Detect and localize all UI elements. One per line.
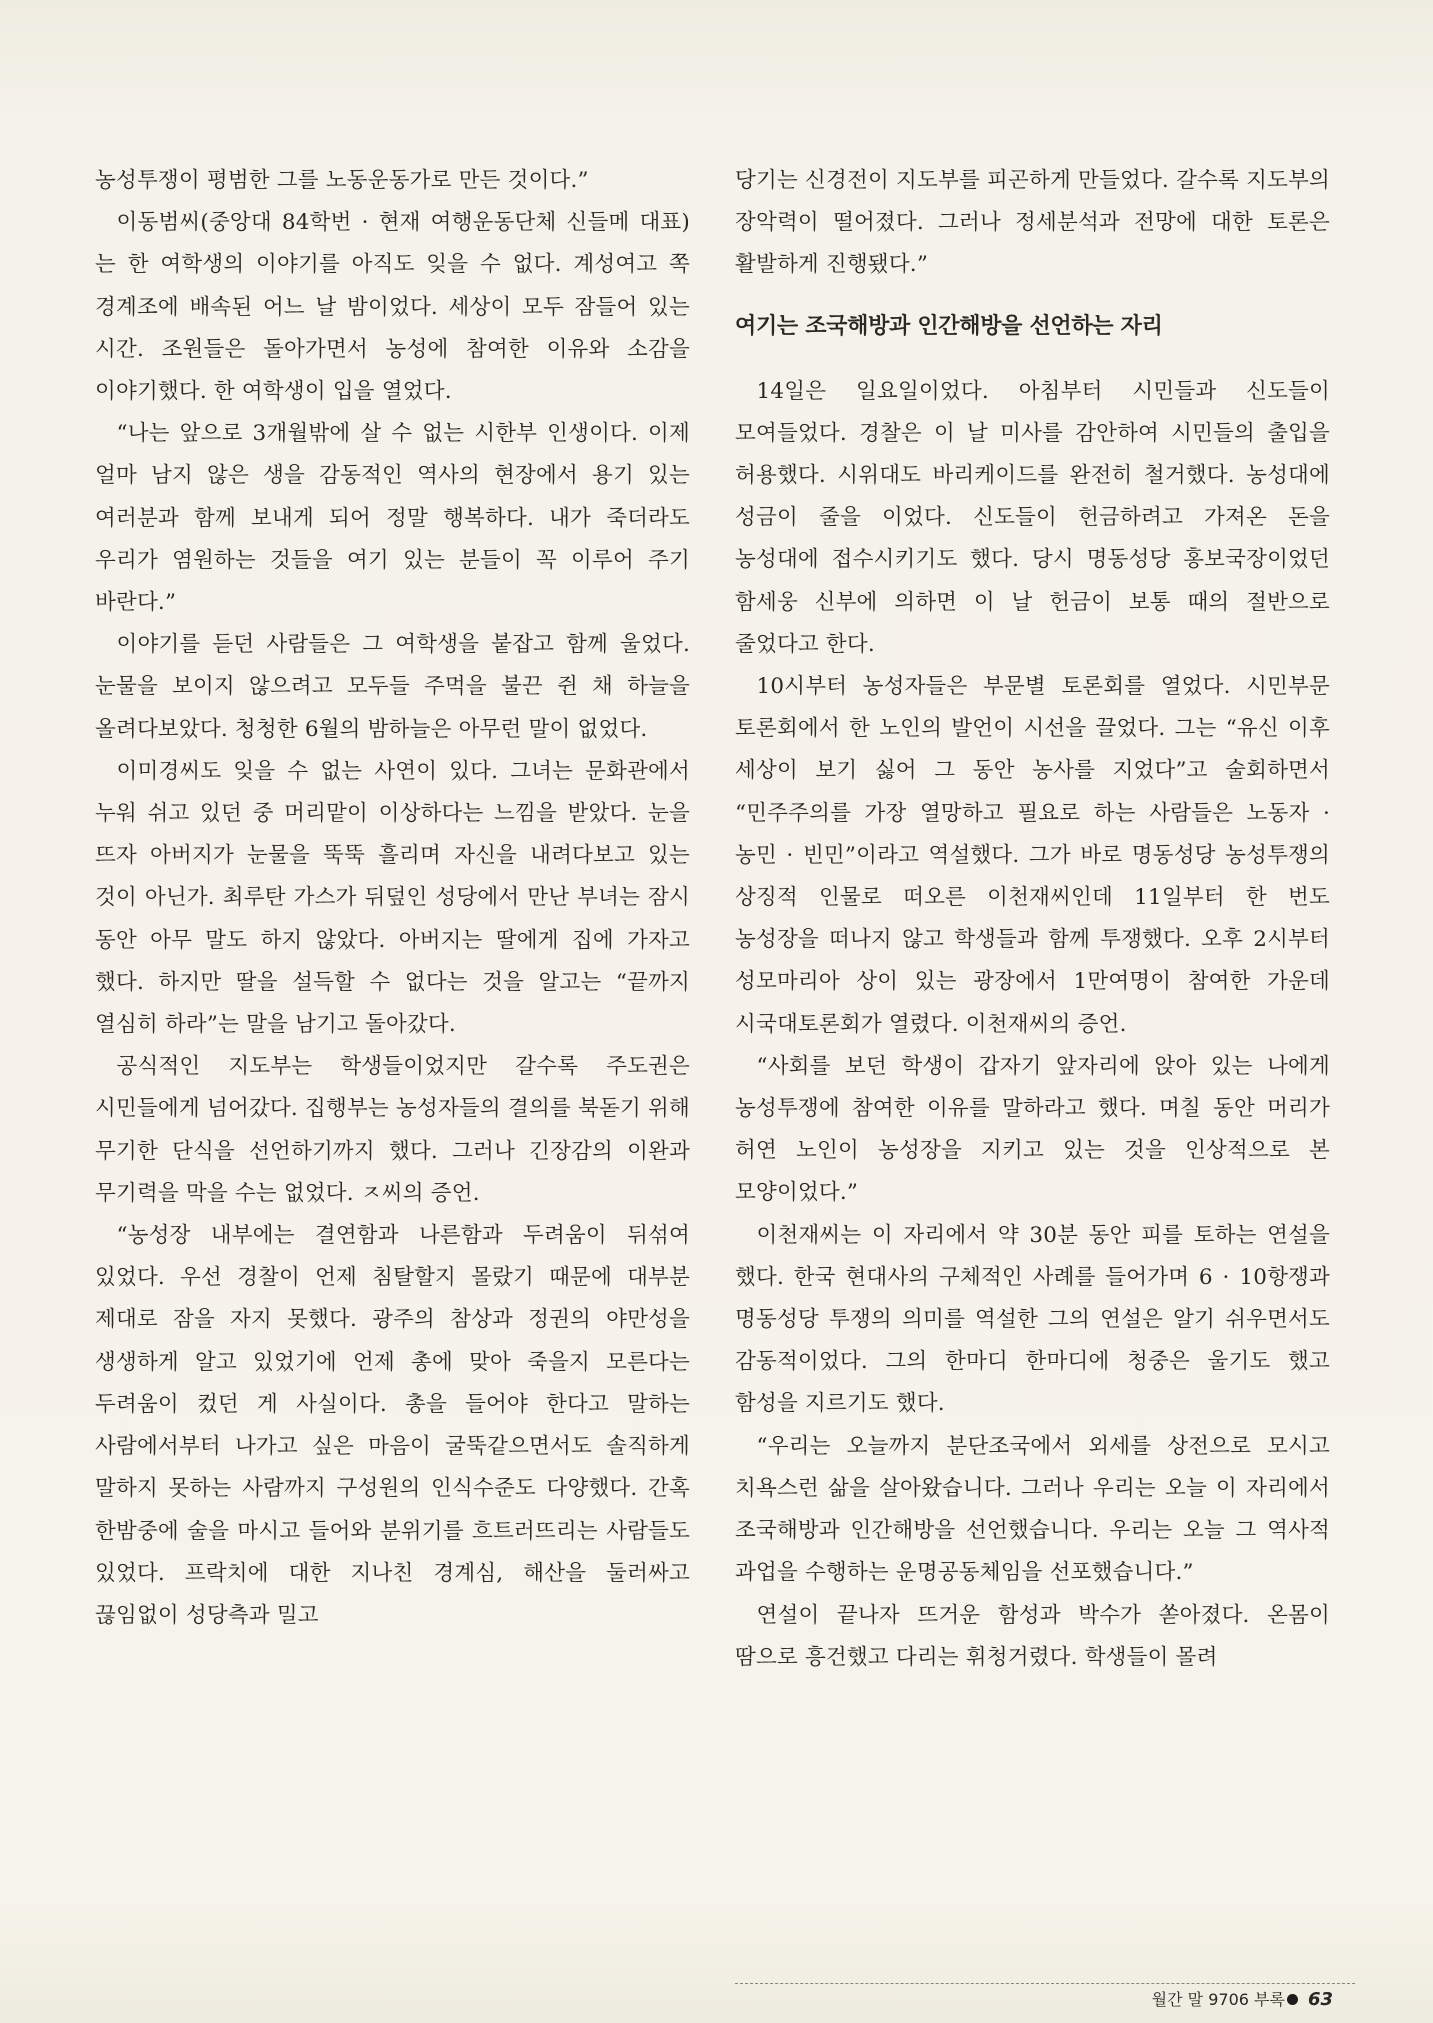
paragraph: 농성투쟁이 평범한 그를 노동운동가로 만든 것이다.” bbox=[95, 168, 589, 193]
paragraph: 이동범씨(중앙대 84학번 · 현재 여행운동단체 신들메 대표)는 한 여학생의 이야기를 아직도 잊을 수 없다. 계성여고 쪽 경계조에 배속된 어느 날 밤이었다. 세상이 모두 잠들어 있는 시간. 조원들은 돌아가면서 농성에 참여한 이유와 소감을 이야기했다. 한 여학생이 입을 열었다. bbox=[95, 210, 690, 405]
right-column bbox=[735, 160, 1330, 1679]
paragraph: 이천재씨는 이 자리에서 약 30분 동안 피를 토하는 연설을 했다. 한국 현대사의 구체적인 사례를 들어가며 6 · 10항쟁과 명동성당 투쟁의 의미를 역설한 그의 연설은 알기 쉬우면서도 감동적이었다. 그의 한마디 한마디에 청중은 울기도 했고 함성을 지르기도 했다. bbox=[735, 1222, 1330, 1417]
left-column bbox=[95, 160, 690, 1637]
paragraph: “우리는 오늘까지 분단조국에서 외세를 상전으로 모시고 치욕스런 삶을 살아왔습니다. 그러나 우리는 오늘 이 자리에서 조국해방과 인간해방을 선언했습니다. 우리는 오늘 그 역사적 과업을 수행하는 운명공동체임을 선포했습니다.” bbox=[735, 1433, 1330, 1586]
paragraph: 14일은 일요일이었다. 아침부터 시민들과 신도들이 모여들었다. 경찰은 이 날 미사를 감안하여 시민들의 출입을 허용했다. 시위대도 바리케이드를 완전히 철거했다. 농성대에 성금이 줄을 이었다. 신도들이 헌금하려고 가져온 돈을 농성대에 접수시키기도 했다. 당시 명동성당 홍보국장이었던 함세웅 신부에 의하면 이 날 헌금이 보통 때의 절반으로 줄었다고 한다. bbox=[735, 378, 1330, 657]
paragraph: 10시부터 농성자들은 부문별 토론회를 열었다. 시민부문 토론회에서 한 노인의 발언이 시선을 끌었다. 그는 “유신 이후 세상이 보기 싫어 그 동안 농사를 지었다”고 술회하면서 “민주주의를 가장 열망하고 필요로 하는 사람들은 노동자 · 농민 · 빈민”이라고 역설했다. 그가 바로 명동성당 농성투쟁의 상징적 인물로 떠오른 이천재씨인데 11일부터 한 번도 농성장을 떠나지 않고 학생들과 함께 투쟁했다. 오후 2시부터 성모마리아 상이 있는 광장에서 1만여명이 참여한 가운데 시국대토론회가 열렸다. 이천재씨의 증언. bbox=[735, 674, 1330, 1037]
paragraph: 공식적인 지도부는 학생들이었지만 갈수록 주도권은 시민들에게 넘어갔다. 집행부는 농성자들의 결의를 북돋기 위해 무기한 단식을 선언하기까지 했다. 그러나 긴장감의 이완과 무기력을 막을 수는 없었다. ㅈ씨의 증언. bbox=[95, 1054, 690, 1206]
paragraph: 연설이 끝나자 뜨거운 함성과 박수가 쏟아졌다. 온몸이 땀으로 흥건했고 다리는 휘청거렸다. 학생들이 몰려 bbox=[735, 1602, 1330, 1670]
paragraph: “농성장 내부에는 결연함과 나른함과 두려움이 뒤섞여 있었다. 우선 경찰이 언제 침탈할지 몰랐기 때문에 대부분 제대로 잠을 자지 못했다. 광주의 참상과 정권의 야만성을 생생하게 알고 있었기에 언제 총에 맞아 죽을지 모른다는 두려움이 컸던 게 사실이다. 총을 들어야 한다고 말하는 사람에서부터 나가고 싶은 마음이 굴뚝같으면서도 솔직하게 말하지 못하는 사람까지 구성원의 인식수준도 다양했다. 간혹 한밤중에 술을 마시고 들어와 분위기를 흐트러뜨리는 사람들도 있었다. 프락치에 대한 지나친 경계심, 해산을 둘러싸고 끊임없이 성당측과 밀고 bbox=[95, 1223, 690, 1628]
publication-name: 월간 말 9706 부록 bbox=[1151, 1990, 1285, 2009]
paragraph: “나는 앞으로 3개월밖에 살 수 없는 시한부 인생이다. 이제 얼마 남지 않은 생을 감동적인 역사의 현장에서 용기 있는 여러분과 함께 보내게 되어 정말 행복하다. 내가 죽더라도 우리가 염원하는 것들을 여기 있는 분들이 꼭 이루어 주기 바란다.” bbox=[95, 421, 690, 616]
section-heading: 여기는 조국해방과 인간해방을 선언하는 자리 bbox=[735, 313, 1163, 339]
bullet-icon bbox=[1287, 1994, 1298, 2005]
page-footer bbox=[933, 1980, 1333, 2020]
page-number: 63 bbox=[1307, 1989, 1333, 2010]
paragraph: 이야기를 듣던 사람들은 그 여학생을 붙잡고 함께 울었다. 눈물을 보이지 않으려고 모두들 주먹을 불끈 쥔 채 하늘을 올려다보았다. 청청한 6월의 밤하늘은 아무런 말이 없었다. bbox=[95, 632, 690, 742]
paragraph: 당기는 신경전이 지도부를 피곤하게 만들었다. 갈수록 지도부의 장악력이 떨어졌다. 그러나 정세분석과 전망에 대한 토론은 활발하게 진행됐다.” bbox=[735, 168, 1330, 278]
paragraph: “사회를 보던 학생이 갑자기 앞자리에 앉아 있는 나에게 농성투쟁에 참여한 이유를 말하라고 했다. 며칠 동안 머리가 허연 노인이 농성장을 지키고 있는 것을 인상적으로 본 모양이었다.” bbox=[735, 1053, 1330, 1206]
paragraph: 이미경씨도 잊을 수 없는 사연이 있다. 그녀는 문화관에서 누워 쉬고 있던 중 머리맡이 이상하다는 느낌을 받았다. 눈을 뜨자 아버지가 눈물을 뚝뚝 흘리며 자신을 내려다보고 있는 것이 아닌가. 최루탄 가스가 뒤덮인 성당에서 만난 부녀는 잠시 동안 아무 말도 하지 않았다. 아버지는 딸에게 집에 가자고 했다. 하지만 딸을 설득할 수 없다는 것을 알고는 “끝까지 열심히 하라”는 말을 남기고 돌아갔다. bbox=[95, 758, 690, 1038]
